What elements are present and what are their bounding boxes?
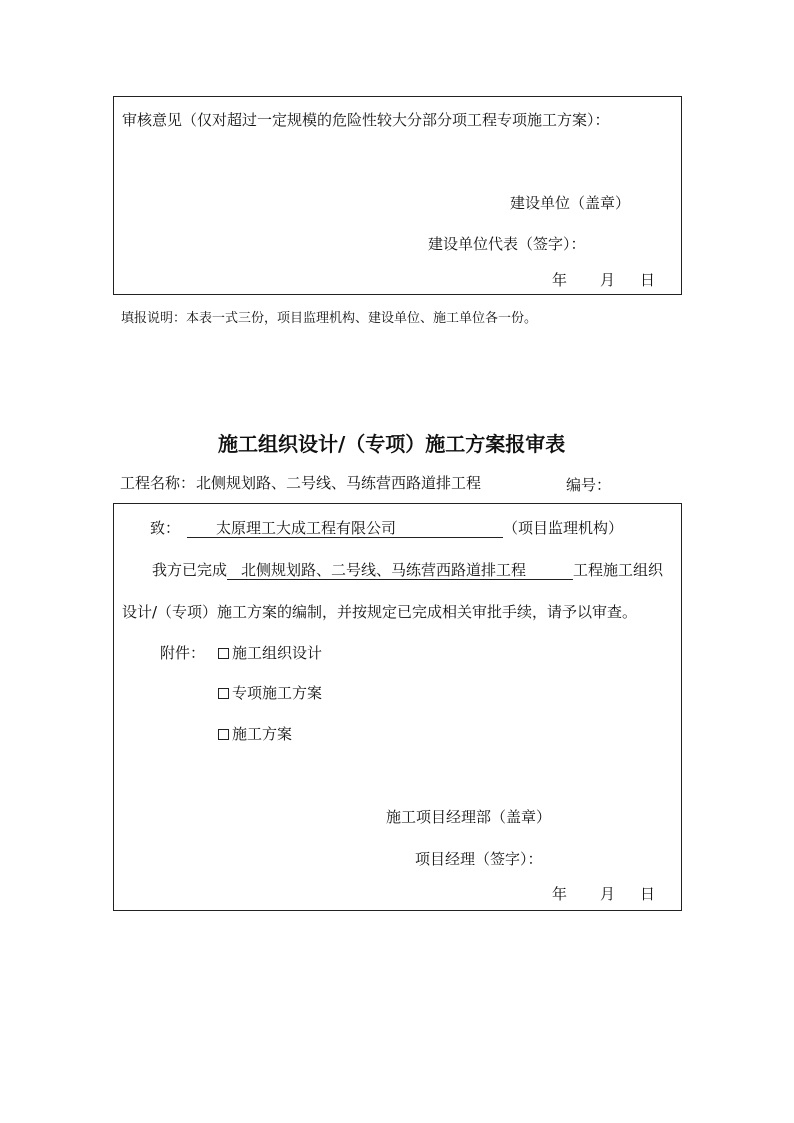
- dept-stamp: 施工项目经理部（盖章）: [386, 808, 552, 826]
- to-label: 致：: [150, 519, 181, 537]
- to-recipient-value: 太原理工大成工程有限公司: [187, 519, 503, 538]
- completed-project: 北侧规划路、二号线、马练营西路道排工程: [227, 561, 573, 580]
- review-opinion-label: 审核意见（仅对超过一定规模的危险性较大分部分项工程专项施工方案）：: [122, 111, 610, 129]
- review-date-day: 日: [640, 271, 656, 289]
- option-special-plan[interactable]: [218, 683, 322, 703]
- manager-sign: 项目经理（签字）：: [415, 850, 543, 868]
- option-construction-plan[interactable]: [218, 724, 292, 744]
- review-date-year: 年: [552, 271, 568, 289]
- form-date-year: 年: [552, 885, 568, 903]
- completed-prefix: 我方已完成: [152, 561, 228, 579]
- option-construction-design[interactable]: [218, 643, 322, 663]
- form-body: [113, 503, 682, 911]
- number-label: 编号：: [566, 476, 612, 494]
- review-section: [113, 96, 682, 295]
- project-name-label: 工程名称：: [120, 474, 196, 492]
- form-date-month: 月: [600, 885, 616, 903]
- completed-line-2: 设计/（专项）施工方案的编制，并按规定已完成相关审批手续，请予以审查。: [122, 603, 638, 621]
- to-suffix: （项目监理机构）: [503, 519, 624, 537]
- to-recipient: [187, 518, 503, 538]
- attachment-label: 附件：: [160, 644, 206, 662]
- checkbox-special-plan[interactable]: [218, 688, 229, 699]
- construction-unit-rep-sign: 建设单位代表（签字）：: [428, 235, 586, 253]
- construction-unit-stamp: 建设单位（盖章）: [510, 194, 631, 212]
- fill-note: 填报说明：本表一式三份，项目监理机构、建设单位、施工单位各一份。: [121, 311, 538, 326]
- form-date-day: 日: [640, 885, 656, 903]
- option-construction-design-label: 施工组织设计: [232, 644, 323, 662]
- checkbox-construction-plan[interactable]: [218, 729, 229, 740]
- form-title: 施工组织设计/（专项）施工方案报审表: [218, 432, 566, 456]
- completed-suffix: 工程施工组织: [573, 561, 664, 579]
- checkbox-construction-design[interactable]: [218, 648, 229, 659]
- project-name-value: 北侧规划路、二号线、马练营西路道排工程: [196, 474, 482, 492]
- completed-line: [152, 560, 663, 580]
- option-special-plan-label: 专项施工方案: [232, 684, 323, 702]
- review-date-month: 月: [600, 271, 616, 289]
- option-construction-plan-label: 施工方案: [232, 725, 293, 743]
